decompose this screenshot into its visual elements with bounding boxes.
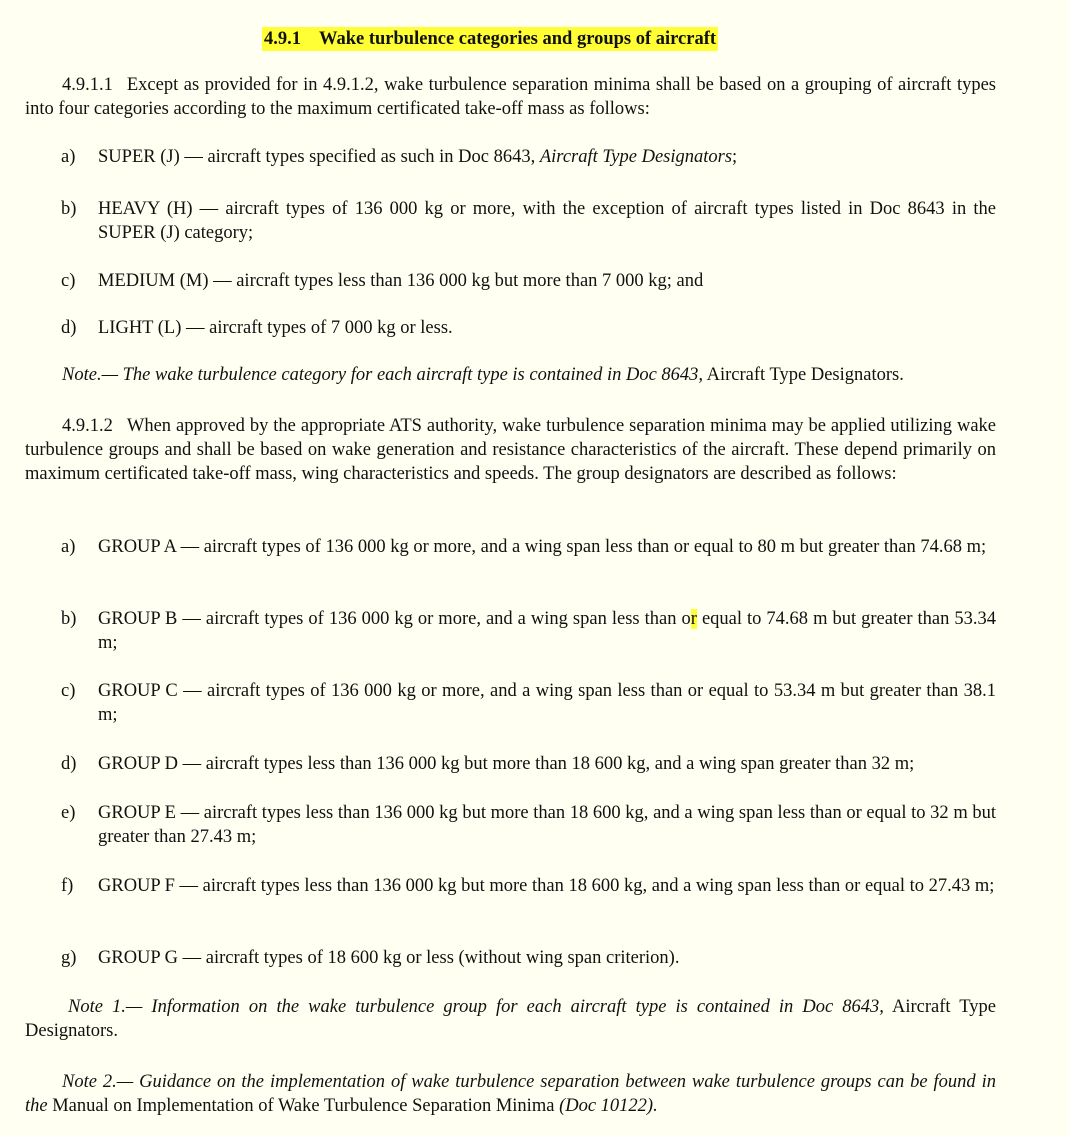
list-marker: c) — [61, 681, 76, 701]
item-text: equal to 74.68 m but greater than 53.34 m; — [98, 609, 996, 653]
item-text: GROUP A — aircraft types of 136 000 kg or more, and a wing span less than or equal to 80 m but greater than 74.68 m; — [98, 537, 987, 557]
item-text: GROUP E — aircraft types less than 136 000 kg but more than 18 600 kg, and a wing span less than or equal to 32 m but greater than 27.43 m; — [98, 803, 996, 847]
list-item-category-light — [61, 316, 996, 340]
item-text: ; — [732, 147, 738, 167]
item-text: SUPER (J) — aircraft types specified as such in Doc 8643, — [98, 147, 540, 167]
list-item-group-c — [61, 679, 996, 727]
list-item-category-heavy — [61, 197, 996, 245]
list-marker: b) — [61, 609, 77, 629]
section-number: 4.9.1 — [264, 29, 301, 49]
paragraph-text: When approved by the appropriate ATS authority, wake turbulence separation minima may be applied utilizing wake turbulence groups and shall be based on wake generation and resistance characteristics of the aircraft. These depend primarily on maximum certificated take-off mass, wing characteristics and speeds. The group designators are described as follows: — [25, 416, 996, 484]
item-text: LIGHT (L) — aircraft types of 7 000 kg or less. — [98, 318, 453, 338]
note-1 — [25, 995, 996, 1043]
paragraph-number: 4.9.1.1 — [62, 75, 113, 95]
highlighted-text: r — [690, 609, 697, 629]
list-marker: a) — [61, 147, 76, 167]
item-text: GROUP D — aircraft types less than 136 000 kg but more than 18 600 kg, and a wing span greater than 32 m; — [98, 754, 915, 774]
item-text: GROUP F — aircraft types less than 136 000 kg but more than 18 600 kg, and a wing span less than or equal to 27.43 m; — [98, 876, 995, 896]
list-item-group-f — [61, 874, 996, 898]
list-marker: f) — [61, 876, 74, 896]
section-title: Wake turbulence categories and groups of aircraft — [319, 29, 717, 49]
list-item-group-e — [61, 801, 996, 849]
list-item-group-a — [61, 535, 996, 559]
list-marker: e) — [61, 803, 76, 823]
item-text: GROUP G — aircraft types of 18 600 kg or less (without wing span criterion). — [98, 948, 680, 968]
paragraph-4-9-1-2 — [25, 414, 996, 486]
list-marker: d) — [61, 754, 77, 774]
list-marker: g) — [61, 948, 77, 968]
list-marker: c) — [61, 271, 76, 291]
note-categories — [62, 363, 904, 387]
note-text-italic: (Doc 10122). — [554, 1096, 658, 1116]
list-item-group-b — [61, 607, 996, 655]
item-text: GROUP B — aircraft types of 136 000 kg or more, and a wing span less than o — [98, 609, 691, 629]
item-text: MEDIUM (M) — aircraft types less than 136 000 kg but more than 7 000 kg; and — [98, 271, 704, 291]
list-marker: a) — [61, 537, 76, 557]
note-text-italic: Note 2.— Guidance on the implementation of wake turbulence separation between wake turbulence groups can be found in the — [25, 1072, 996, 1116]
note-text-roman: Aircraft Type Designators. — [703, 365, 904, 385]
item-text: GROUP C — aircraft types of 136 000 kg or more, and a wing span less than or equal to 53.34 m but greater than 38.1 m; — [98, 681, 996, 725]
paragraph-number: 4.9.1.2 — [62, 416, 113, 436]
paragraph-4-9-1-1 — [25, 73, 996, 121]
list-item-group-d — [61, 752, 996, 776]
list-item-category-super — [61, 145, 996, 169]
list-marker: b) — [61, 199, 77, 219]
list-item-group-g — [61, 946, 996, 970]
note-text-italic: Note.— The wake turbulence category for each aircraft type is contained in Doc 8643, — [62, 365, 704, 385]
note-text-roman: Aircraft Type Designators. — [25, 997, 996, 1041]
section-heading — [262, 27, 718, 51]
list-item-category-medium — [61, 269, 996, 293]
paragraph-text: Except as provided for in 4.9.1.2, wake turbulence separation minima shall be based on a grouping of aircraft types into four categories according to the maximum certificated take-off mass as follows: — [25, 75, 996, 119]
note-2 — [25, 1070, 996, 1118]
note-text-roman: Manual on Implementation of Wake Turbulence Separation Minima — [47, 1096, 555, 1116]
note-text-italic: Note 1.— Information on the wake turbulence group for each aircraft type is contained in Doc 8643, — [68, 997, 884, 1017]
item-text-italic: Aircraft Type Designators — [539, 147, 733, 167]
list-marker: d) — [61, 318, 77, 338]
item-text: HEAVY (H) — aircraft types of 136 000 kg or more, with the exception of aircraft types listed in Doc 8643 in the SUPER (J) category; — [98, 199, 996, 243]
